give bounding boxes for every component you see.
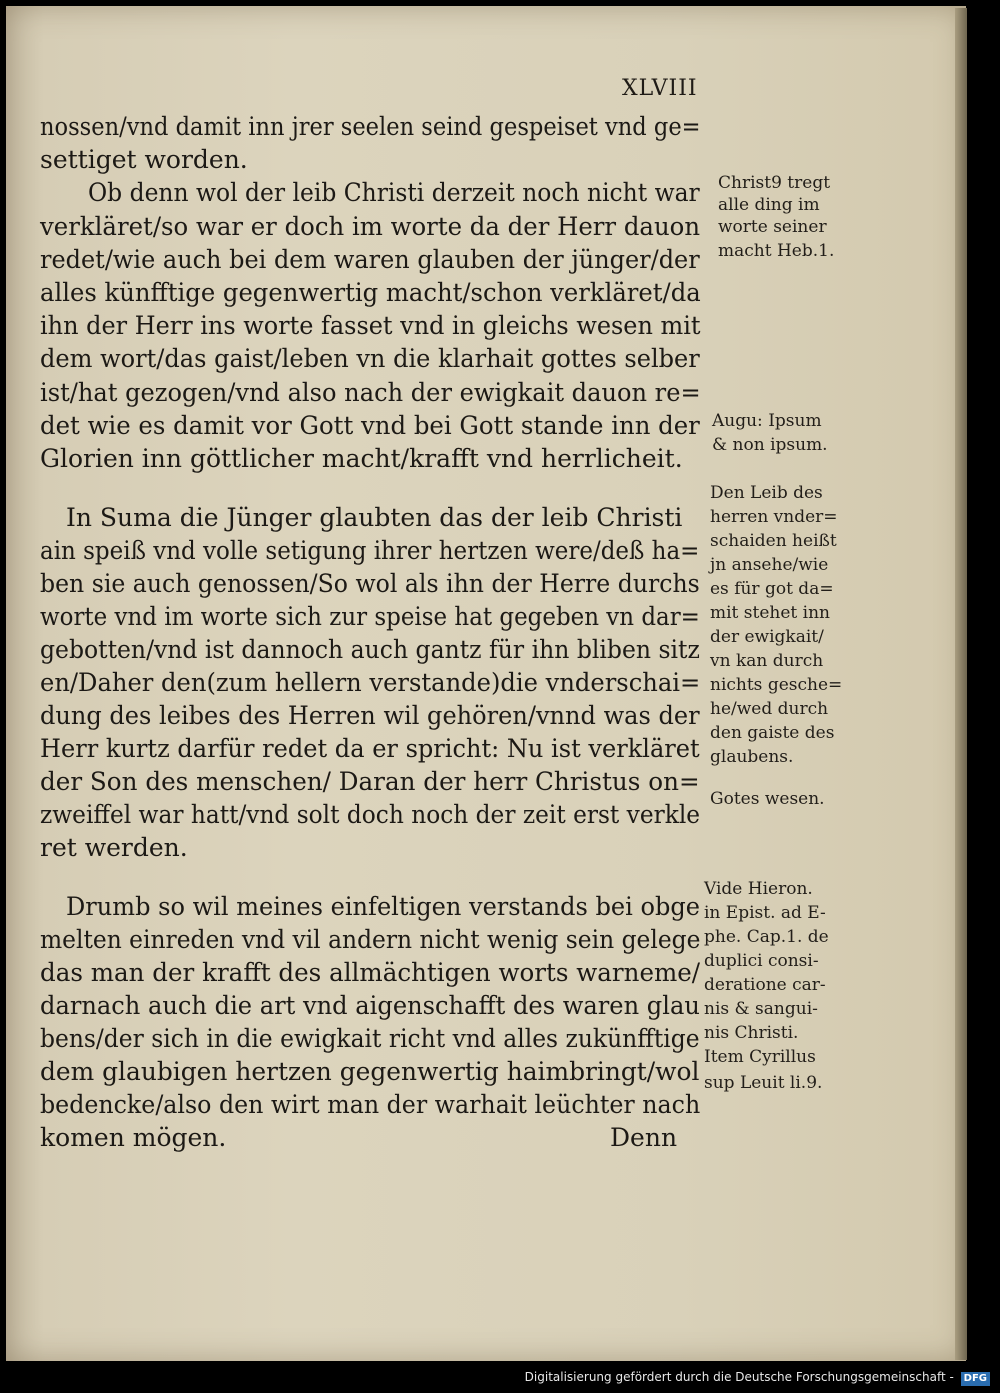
margin-note: jn ansehe/wie [710, 555, 829, 575]
text-line: verkläret/so war er doch im worte da der Herr dauon [40, 212, 701, 241]
text-line: darnach auch die art vnd aigenschafft des waren glau [40, 991, 700, 1020]
text-line: ben sie auch genossen/So wol als ihn der Herre durchs [40, 569, 700, 598]
text-line: das man der krafft des allmächtigen worts warneme/ [40, 958, 701, 987]
margin-note: he/wed durch [710, 699, 829, 719]
text-line: zweiffel war hatt/vnd solt doch noch der zeit erst verkle [40, 800, 701, 829]
dfg-logo: DFG [961, 1372, 990, 1386]
text-line: ain speiß vnd volle setigung ihrer hertzen were/deß ha= [40, 536, 700, 565]
text-line: det wie es damit vor Gott vnd bei Gott stande inn der [40, 411, 700, 440]
margin-note: Christ9 tregt [718, 173, 831, 193]
footer-text: Digitalisierung gefördert durch die Deutsche Forschungsgemeinschaft - [524, 1370, 954, 1384]
margin-note: Vide Hieron. [704, 879, 813, 899]
margin-note: nis & sangui- [704, 999, 818, 1019]
margin-note: phe. Cap.1. de [704, 927, 829, 947]
margin-note: Den Leib des [710, 483, 823, 503]
margin-note: mit stehet inn [710, 603, 830, 623]
text-line: dem glaubigen hertzen gegenwertig haimbringt/wol [40, 1057, 700, 1086]
text-line: nossen/vnd damit inn jrer seelen seind gespeiset vnd ge= [40, 112, 701, 141]
text-line: dem wort/das gaist/leben vn die klarhait gottes selber [40, 344, 700, 373]
margin-note: den gaiste des [710, 723, 835, 743]
text-line: der Son des menschen/ Daran der herr Christus on= [40, 767, 700, 796]
margin-note: duplici consi- [704, 951, 819, 971]
margin-note: nis Christi. [704, 1023, 799, 1043]
text-line: ist/hat gezogen/vnd also nach der ewigkait dauon re= [40, 378, 701, 407]
text-line: redet/wie auch bei dem waren glauben der jünger/der [40, 245, 700, 274]
page-edge [955, 8, 967, 1360]
text-line: settiget worden. [40, 145, 248, 174]
margin-note: nichts gesche= [710, 675, 843, 695]
margin-note: schaiden heißt [710, 531, 837, 551]
margin-note: herren vnder= [710, 507, 838, 527]
text-line: alles künfftige gegenwertig macht/schon verkläret/da [40, 278, 701, 307]
text-line: worte vnd im worte sich zur speise hat gegeben vn dar= [40, 602, 700, 631]
margin-note: Augu: Ipsum [712, 411, 822, 431]
margin-note: worte seiner [718, 217, 827, 237]
digitization-footer [525, 1370, 990, 1386]
margin-note: sup Leuit li.9. [704, 1073, 823, 1093]
text-line: bens/der sich in die ewigkait richt vnd alles zukünfftige [40, 1024, 700, 1053]
margin-note: in Epist. ad E- [704, 903, 826, 923]
text-line: komen mögen. [40, 1123, 227, 1152]
text-line: Ob denn wol der leib Christi derzeit noch nicht war [88, 178, 700, 207]
text-line: Herr kurtz darfür redet da er spricht: Nu ist verkläret [40, 734, 700, 763]
folio-number: XLVIII [622, 76, 698, 101]
text-line: In Suma die Jünger glaubten das der leib Christi [66, 503, 683, 532]
text-line: gebotten/vnd ist dannoch auch gantz für ihn bliben sitz [40, 635, 700, 664]
margin-note: & non ipsum. [712, 435, 828, 455]
margin-note: glaubens. [710, 747, 794, 767]
text-line: bedencke/also den wirt man der warhait leüchter nach [40, 1090, 701, 1119]
margin-note: deratione car- [704, 975, 826, 995]
margin-note: macht Heb.1. [718, 241, 835, 261]
text-line: dung des leibes des Herren wil gehören/vnnd was der [40, 701, 700, 730]
text-line: melten einreden vnd vil andern nicht wenig sein gelege [40, 925, 701, 954]
margin-note: alle ding im [718, 195, 820, 215]
text-line: en/Daher den(zum hellern verstande)die vnderschai= [40, 668, 701, 697]
text-line: Drumb so wil meines einfeltigen verstands bei obge [66, 892, 701, 921]
text-line: Glorien inn göttlicher macht/krafft vnd herrlicheit. [40, 444, 683, 473]
text-line: ihn der Herr ins worte fasset vnd in gleichs wesen mit [40, 311, 701, 340]
margin-note: es für got da= [710, 579, 834, 599]
margin-note: der ewigkait/ [710, 627, 824, 647]
margin-note: vn kan durch [710, 651, 824, 671]
margin-note: Item Cyrillus [704, 1047, 816, 1067]
text-line: ret werden. [40, 833, 188, 862]
margin-note: Gotes wesen. [710, 789, 825, 809]
catchword: Denn [610, 1123, 678, 1152]
